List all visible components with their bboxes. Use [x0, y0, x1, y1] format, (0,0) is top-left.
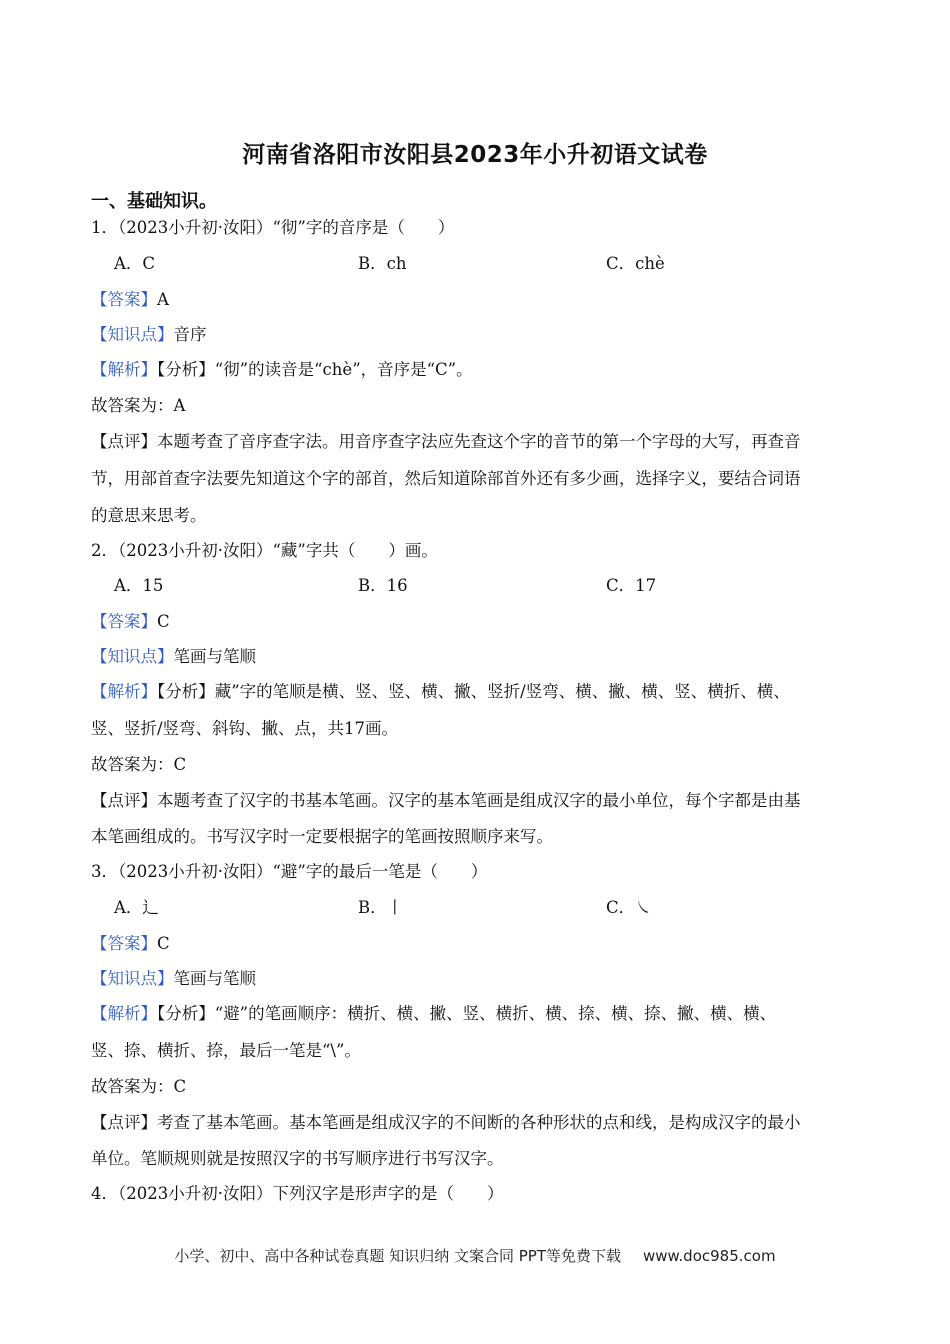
analysis-tag: 【解析】 [91, 360, 157, 379]
question-1-comment-line2: 节，用部首查字法要先知道这个字的部首，然后知道除部首外还有多少画，选择字义，要结合词语 [91, 469, 801, 488]
question-2-analysis [91, 678, 861, 702]
analysis-tag: 【解析】 [91, 1004, 157, 1023]
knowledge-tag: 【知识点】 [91, 647, 174, 666]
knowledge-value: 笔画与笔顺 [173, 647, 256, 666]
analysis-text: 【分析】“避”的笔画顺序：横折、横、撇、竖、横折、横、捺、横、捺、撇、横、横、 [157, 1004, 777, 1023]
knowledge-value: 笔画与笔顺 [173, 969, 256, 988]
answer-value: C [157, 612, 170, 631]
question-1-comment-line1: 【点评】本题考查了音序查字法。用音序查字法应先查这个字的音节的第一个字母的大写，再查音 [91, 432, 801, 451]
question-4-stem: 4．（2023小升初·汝阳）下列汉字是形声字的是（ ） [91, 1184, 504, 1203]
question-2-comment-line2: 本笔画组成的。书写汉字时一定要根据字的笔画按照顺序来写。 [91, 827, 553, 846]
question-2-knowledge [91, 643, 861, 667]
question-2-conclusion: 故答案为：C [91, 755, 187, 774]
question-1-analysis [91, 356, 861, 380]
section-heading: 一、基础知识。 [91, 191, 217, 212]
question-3-option-c: C．㇏ [606, 898, 652, 917]
question-1-stem: 1．（2023小升初·汝阳）“彻”字的音序是（ ） [91, 218, 455, 237]
answer-value: A [157, 290, 169, 309]
answer-tag: 【答案】 [91, 934, 157, 953]
question-3-option-a: A．辶 [114, 898, 159, 917]
question-3-analysis [91, 1000, 861, 1024]
answer-tag: 【答案】 [91, 290, 157, 309]
question-3-option-b: B．丨 [358, 898, 404, 917]
knowledge-value: 音序 [173, 325, 207, 344]
analysis-text: 【分析】藏”字的笔顺是横、竖、竖、横、撇、竖折/竖弯、横、撇、横、竖、横折、横、 [157, 682, 790, 701]
analysis-text: 【分析】“彻”的读音是“chè”，音序是“C”。 [157, 360, 473, 379]
page-title: 河南省洛阳市汝阳县2023年小升初语文试卷 [242, 142, 708, 168]
question-1-option-a: A．C [114, 254, 156, 273]
question-2-stem: 2．（2023小升初·汝阳）“藏”字共（ ）画。 [91, 541, 438, 560]
question-2-option-c: C．17 [606, 576, 657, 595]
question-3-comment-line2: 单位。笔顺规则就是按照汉字的书写顺序进行书写汉字。 [91, 1149, 504, 1168]
question-2-option-b: B．16 [358, 576, 408, 595]
question-2-answer [91, 608, 861, 632]
question-3-conclusion: 故答案为：C [91, 1077, 187, 1096]
question-2-analysis-line2: 竖、竖折/竖弯、斜钩、撇、点，共17画。 [91, 719, 399, 738]
question-1-comment-line3: 的意思来思考。 [91, 506, 207, 525]
question-3-analysis-line2: 竖、捺、横折、捺，最后一笔是“\”。 [91, 1041, 361, 1060]
footer-url-link[interactable]: www.doc985.com [642, 1247, 776, 1265]
question-2-option-a: A．15 [114, 576, 164, 595]
question-3-stem: 3．（2023小升初·汝阳）“避”字的最后一笔是（ ） [91, 862, 488, 881]
question-1-option-c: C．chè [606, 254, 665, 273]
footer-text: 小学、初中、高中各种试卷真题 知识归纳 文案合同 PPT等免费下载 [174, 1247, 621, 1265]
question-1-answer [91, 286, 861, 310]
analysis-tag: 【解析】 [91, 682, 157, 701]
knowledge-tag: 【知识点】 [91, 325, 174, 344]
question-1-conclusion: 故答案为：A [91, 396, 186, 415]
question-1-option-b: B．ch [358, 254, 407, 273]
question-3-knowledge [91, 965, 861, 989]
answer-value: C [157, 934, 170, 953]
page-footer [0, 1245, 950, 1266]
question-2-comment-line1: 【点评】本题考查了汉字的书基本笔画。汉字的基本笔画是组成汉字的最小单位，每个字都是由基 [91, 791, 801, 810]
question-3-comment-line1: 【点评】考查了基本笔画。基本笔画是组成汉字的不间断的各种形状的点和线，是构成汉字的最小 [91, 1113, 801, 1132]
question-1-knowledge [91, 321, 861, 345]
answer-tag: 【答案】 [91, 612, 157, 631]
knowledge-tag: 【知识点】 [91, 969, 174, 988]
question-3-answer [91, 930, 861, 954]
